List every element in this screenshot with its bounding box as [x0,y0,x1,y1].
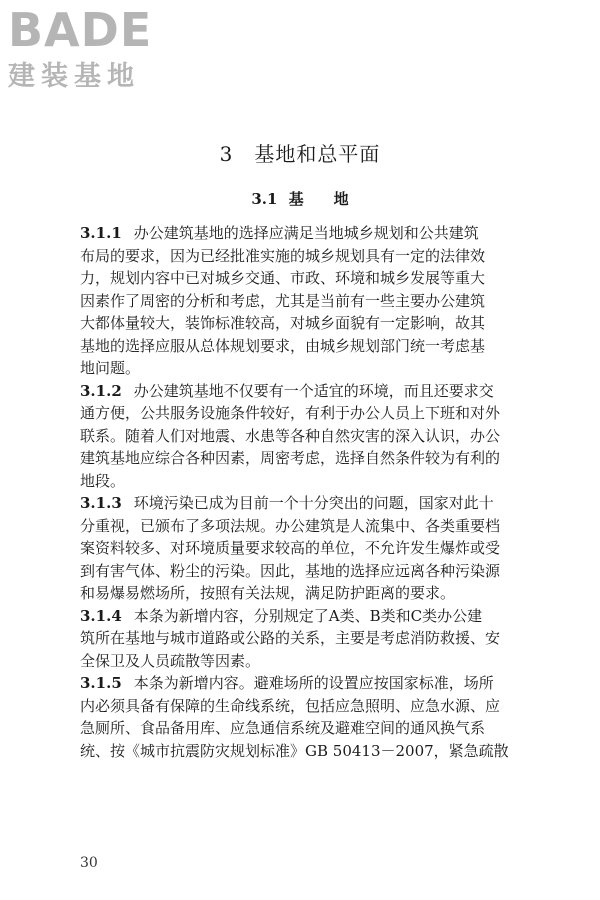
clause-text: 统、按《城市抗震防灾规划标准》GB 50413－2007，紧急疏散 [80,741,509,760]
clause-text: 布局的要求，因为已经批准实施的城乡规划具有一定的法律效 [80,246,486,265]
clause-number: 3.1.5 [80,674,122,692]
clause-line [80,402,516,425]
clause-paragraph [80,222,516,380]
clause-paragraph [80,672,516,762]
clause-text: 基地的选择应服从总体规划要求，由城乡规划部门统一考虑基 [80,336,486,355]
clause-text: 本条为新增内容。避难场所的设置应按国家标准，场所 [133,674,494,692]
clause-line [80,425,516,448]
clause-number: 3.1.1 [80,224,122,242]
section-title: 3.1 基 地 [251,190,349,208]
clause-number: 3.1.3 [80,494,122,512]
clause-line [80,627,516,650]
clause-text: 办公建筑基地不仅要有一个适宜的环境，而且还要求交 [133,381,494,400]
chapter-title: 3 基地和总平面 [219,142,381,166]
clause-line [80,582,516,605]
logo-wordmark: BADE [8,3,153,57]
clause-line [80,650,516,673]
page-number: 30 [80,855,98,871]
clause-text: 联系。随着人们对地震、水患等各种自然灾害的深入认识，办公 [80,426,501,445]
clause-paragraph [80,492,516,605]
clause-line [80,335,516,358]
clause-line [80,515,516,538]
clause-text: 案资料较多、对环境质量要求较高的单位，不允许发生爆炸或受 [80,539,501,557]
clause-text: 通方便，公共服务设施条件较好，有利于办公人员上下班和对外 [80,404,501,422]
clause-line [80,492,516,515]
clause-text: 内必须具备有保障的生命线系统，包括应急照明、应急水源、应 [80,696,501,715]
clause-line [80,717,516,740]
clause-text: 本条为新增内容，分别规定了A类、B类和C类办公建 [133,606,483,625]
clause-line [80,245,516,268]
logo-subtitle: 建装基地 [8,61,140,92]
clause-text: 大都体量较大，装饰标准较高，对城乡面貌有一定影响，故其 [80,314,486,332]
document-body [80,222,516,762]
clause-line [80,267,516,290]
clause-text: 力，规划内容中已对城乡交通、市政、环境和城乡发展等重大 [80,269,486,287]
clause-text: 分重视，已颁布了多项法规。办公建筑是人流集中、各类重要档 [80,516,501,535]
clause-line [80,312,516,335]
clause-line [80,695,516,718]
clause-line [80,357,516,380]
clause-paragraph [80,605,516,673]
clause-line [80,470,516,493]
clause-line [80,222,516,245]
clause-paragraph [80,380,516,493]
clause-line [80,605,516,628]
clause-line [80,537,516,560]
clause-text: 地段。 [80,471,126,490]
clause-line [80,672,516,695]
clause-text: 环境污染已成为目前一个十分突出的问题，国家对此十 [133,494,494,512]
clause-text: 全保卫及人员疏散等因素。 [80,651,261,670]
clause-line [80,380,516,403]
clause-text: 因素作了周密的分析和考虑，尤其是当前有一些主要办公建筑 [80,291,486,310]
clause-line [80,560,516,583]
clause-text: 建筑基地应综合各种因素，周密考虑，选择自然条件较为有利的 [80,449,501,467]
clause-number: 3.1.4 [80,606,122,625]
clause-line [80,290,516,313]
clause-text: 地问题。 [80,359,141,377]
clause-text: 筑所在基地与城市道路或公路的关系，主要是考虑消防救援、安 [80,629,501,647]
clause-line [80,740,516,763]
brand-logo [8,3,153,94]
clause-text: 办公建筑基地的选择应满足当地城乡规划和公共建筑 [133,224,479,242]
clause-text: 急厕所、食品备用库、应急通信系统及避难空间的通风换气系 [80,719,486,737]
clause-number: 3.1.2 [80,381,122,400]
clause-line [80,447,516,470]
clause-text: 和易爆易燃场所，按照有关法规，满足防护距离的要求。 [80,584,456,602]
clause-text: 到有害气体、粉尘的污染。因此，基地的选择应远离各种污染源 [80,561,501,580]
